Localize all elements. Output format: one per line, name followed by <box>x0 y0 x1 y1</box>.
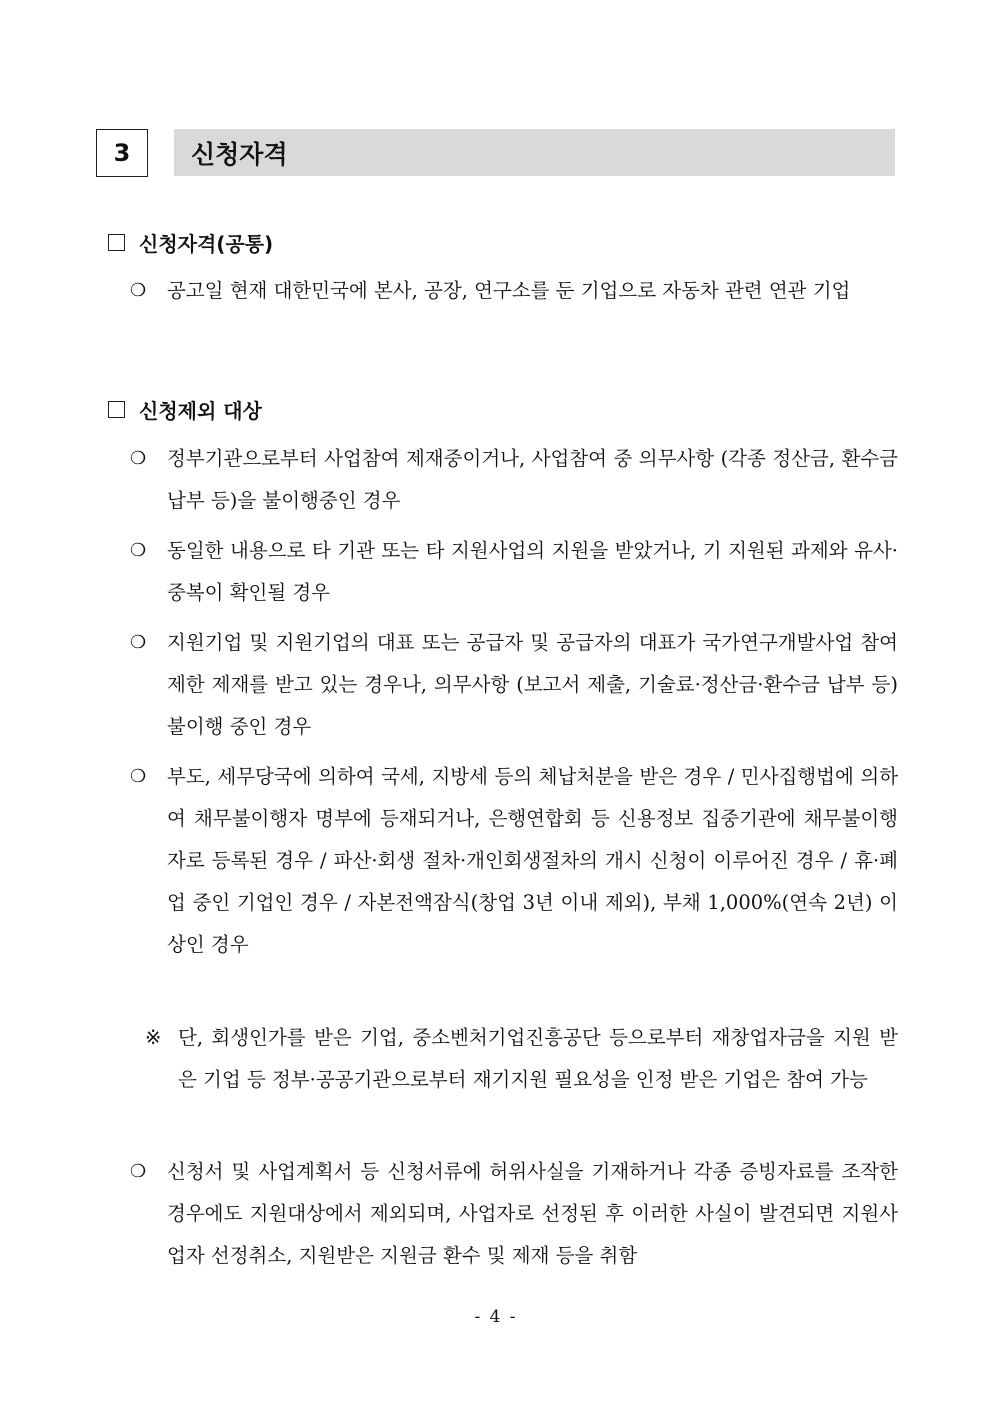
exclusion-item <box>130 438 898 522</box>
checkbox-icon <box>108 234 125 251</box>
circle-bullet-icon: ❍ <box>130 280 147 301</box>
exclusion-item <box>130 1151 898 1277</box>
exclusion-item <box>130 756 898 966</box>
circle-bullet-icon: ❍ <box>130 1161 147 1182</box>
exclusion-heading <box>108 395 262 424</box>
common-item <box>130 270 898 312</box>
section-title: 신청자격 <box>191 139 288 169</box>
section-title-bar <box>174 129 895 176</box>
exclusion-item-text: 동일한 내용으로 타 기관 또는 타 지원사업의 지원을 받았거나, 기 지원된 과제와 유사·중복이 확인될 경우 <box>167 539 898 604</box>
section-number: 3 <box>96 129 148 177</box>
exclusion-note-text: 단, 회생인가를 받은 기업, 중소벤처기업진흥공단 등으로부터 재창업자금을 지원 받은 기업 등 정부·공공기관으로부터 재기지원 필요성을 인정 받은 기업은 참여 가능 <box>178 1026 898 1091</box>
exclusion-item-text: 부도, 세무당국에 의하여 국세, 지방세 등의 체납처분을 받은 경우 / 민사집행법에 의하여 채무불이행자 명부에 등재되거나, 은행연합회 등 신용정보 집중기관에 채무불이행자로 등록된 경우 / 파산·회생 절차·개인회생절차의 개시 신청이 이루어진 경우 / 휴·폐업 중인 기업인 경우 / 자본전액잠식(창업 3년 이내 제외), 부채 1,000%(연속 2년) 이상인 경우 <box>167 765 898 956</box>
exclusion-item-text: 지원기업 및 지원기업의 대표 또는 공급자 및 공급자의 대표가 국가연구개발사업 참여제한 제재를 받고 있는 경우나, 의무사항 (보고서 제출, 기술료·정산금·환수금 납부 등) 불이행 중인 경우 <box>167 631 898 738</box>
section-header <box>96 129 896 177</box>
exclusion-item-text: 정부기관으로부터 사업참여 제재중이거나, 사업참여 중 의무사항 (각종 정산금, 환수금 납부 등)을 불이행중인 경우 <box>167 447 898 512</box>
exclusion-note <box>145 1017 898 1101</box>
exclusion-item <box>130 530 898 614</box>
checkbox-icon <box>108 401 125 418</box>
common-item-text: 공고일 현재 대한민국에 본사, 공장, 연구소를 둔 기업으로 자동차 관련 연관 기업 <box>167 279 851 302</box>
page-number: - 4 - <box>474 1307 518 1327</box>
reference-mark-icon: ※ <box>145 1026 162 1049</box>
common-heading-text: 신청자격(공통) <box>139 232 274 256</box>
common-heading <box>108 228 273 257</box>
circle-bullet-icon: ❍ <box>130 540 147 561</box>
exclusion-item-text: 신청서 및 사업계획서 등 신청서류에 허위사실을 기재하거나 각종 증빙자료를 조작한 경우에도 지원대상에서 제외되며, 사업자로 선정된 후 이러한 사실이 발견되면 지원사업자 선정취소, 지원받은 지원금 환수 및 제재 등을 취함 <box>167 1160 898 1267</box>
exclusion-item <box>130 622 898 748</box>
exclusion-heading-text: 신청제외 대상 <box>139 399 262 423</box>
circle-bullet-icon: ❍ <box>130 632 147 653</box>
circle-bullet-icon: ❍ <box>130 766 147 787</box>
circle-bullet-icon: ❍ <box>130 448 147 469</box>
